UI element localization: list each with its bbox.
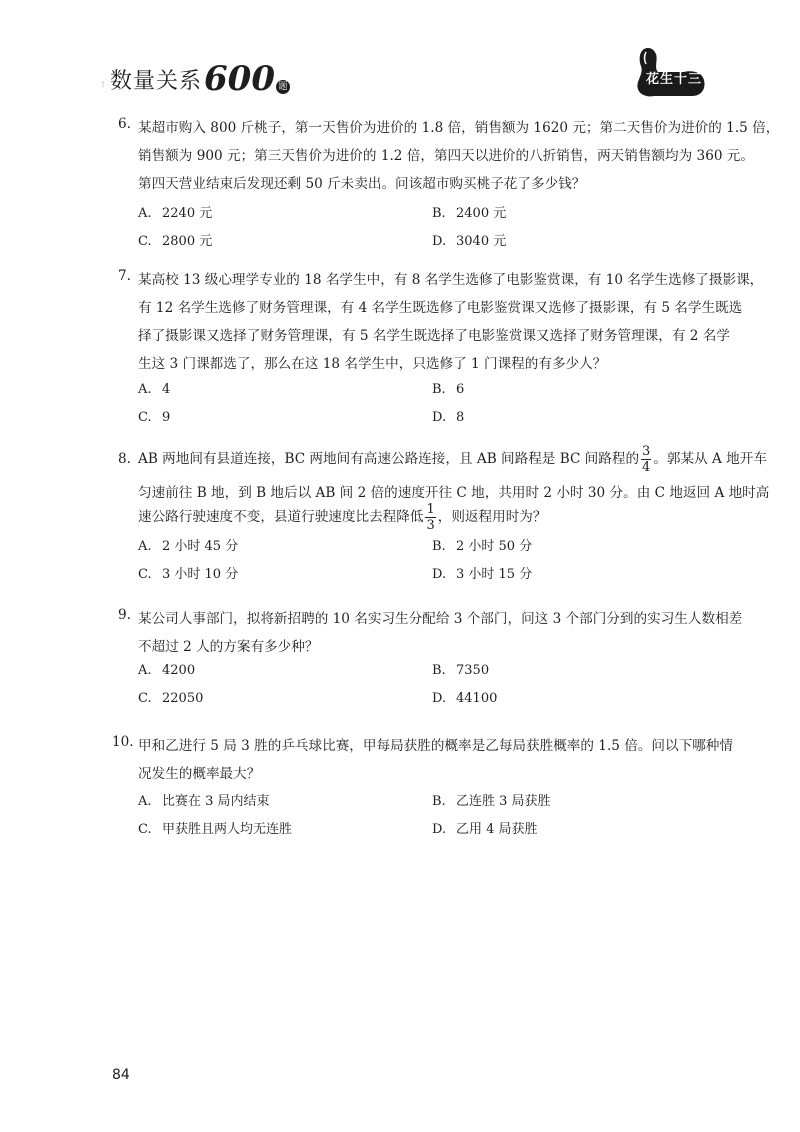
option-a: A. 4 xyxy=(138,382,171,397)
question-text-line: 择了摄影课又选择了财务管理课，有 5 名学生既选择了电影鉴赏课又选择了财务管理课，有 2 名学 xyxy=(138,328,730,344)
question-text-line: 不超过 2 人的方案有多少种？ xyxy=(138,639,319,655)
option-a: A. 2240 元 xyxy=(138,206,213,221)
question-text-line: 某超市购入 800 斤桃子，第一天售价为进价的 1.8 倍，销售额为 1620 元；第二天售价为进价的 1.5 倍， xyxy=(138,120,780,136)
book-title-text: 数量关系 xyxy=(110,69,203,94)
option-b: B. 2 小时 50 分 xyxy=(432,539,533,554)
fraction-one-third: $\frac{1}{3}$ xyxy=(426,502,435,533)
option-d: D. 8 xyxy=(432,410,465,425)
option-c: C. 22050 xyxy=(138,691,204,706)
question-text-line: 甲和乙进行 5 局 3 胜的乒乓球比赛，甲每局获胜的概率是乙每局获胜概率的 1.5 倍。问以下哪种情 xyxy=(138,738,733,754)
option-a: A. 4200 xyxy=(138,663,196,678)
book-title-number: 600 xyxy=(204,59,275,99)
option-b: B. 乙连胜 3 局获胜 xyxy=(432,794,551,809)
option-c: C. 3 小时 10 分 xyxy=(138,567,239,582)
question-number: 10. xyxy=(112,734,134,750)
option-d: D. 3 小时 15 分 xyxy=(432,567,533,582)
question-number: 7. xyxy=(118,268,131,284)
fraction-three-quarters: $\frac{3}{4}$ xyxy=(642,444,651,475)
option-a: A. 比赛在 3 局内结束 xyxy=(138,794,270,809)
page-number: 84 xyxy=(112,1067,130,1083)
question-number: 8. xyxy=(118,451,131,467)
option-d: D. 3040 元 xyxy=(432,234,507,249)
option-b: B. 6 xyxy=(432,382,465,397)
option-b: B. 7350 xyxy=(432,663,490,678)
question-text-line: 第四天营业结束后发现还剩 50 斤未卖出。问该超市购买桃子花了多少钱？ xyxy=(138,176,586,192)
question-text-line: 速公路行驶速度不变，县道行驶速度比去程降低 $\frac{1}{3}$ ，则返程用时为？ xyxy=(138,502,547,533)
question-text-line: 销售额为 900 元；第三天售价为进价的 1.2 倍，第四天以进价的八折销售，两天销售额均为 360 元。 xyxy=(138,148,754,164)
option-c: C. 2800 元 xyxy=(138,234,213,249)
logo-text: 花生十三 xyxy=(646,72,703,87)
header-ornament: ⋮ xyxy=(100,81,106,88)
option-c: C. 9 xyxy=(138,410,171,425)
question-text-line: 生这 3 门课都选了，那么在这 18 名学生中，只选修了 1 门课程的有多少人？ xyxy=(138,356,607,372)
option-b: B. 2400 元 xyxy=(432,206,507,221)
book-title-suffix: 题 xyxy=(276,80,290,94)
question-text-line: 况发生的概率最大？ xyxy=(138,766,261,782)
option-d: D. 44100 xyxy=(432,691,498,706)
option-c: C. 甲获胜且两人均无连胜 xyxy=(138,822,293,837)
question-text-line: 某高校 13 级心理学专业的 18 名学生中，有 8 名学生选修了电影鉴赏课，有 10 名学生选修了摄影课， xyxy=(138,272,764,288)
option-a: A. 2 小时 45 分 xyxy=(138,539,239,554)
publisher-logo xyxy=(632,44,706,98)
question-text-line: 某公司人事部门，拟将新招聘的 10 名实习生分配给 3 个部门，问这 3 个部门分到的实习生人数相差 xyxy=(138,611,743,627)
question-number: 6. xyxy=(118,116,131,132)
question-number: 9. xyxy=(118,607,131,623)
question-text-line: 匀速前往 B 地，到 B 地后以 AB 间 2 倍的速度开往 C 地，共用时 2 小时 30 分。由 C 地返回 A 地时高 xyxy=(138,485,770,501)
option-d: D. 乙用 4 局获胜 xyxy=(432,822,538,837)
question-text-line: 有 12 名学生选修了财务管理课，有 4 名学生既选修了电影鉴赏课又选修了摄影课，有 5 名学生既选 xyxy=(138,300,743,316)
question-text-line: AB 两地间有县道连接，BC 两地间有高速公路连接，且 AB 间路程是 BC 间路程的 $\frac{3}{4}$ 。郭某从 A 地开车 xyxy=(138,444,767,475)
book-title xyxy=(110,56,290,99)
